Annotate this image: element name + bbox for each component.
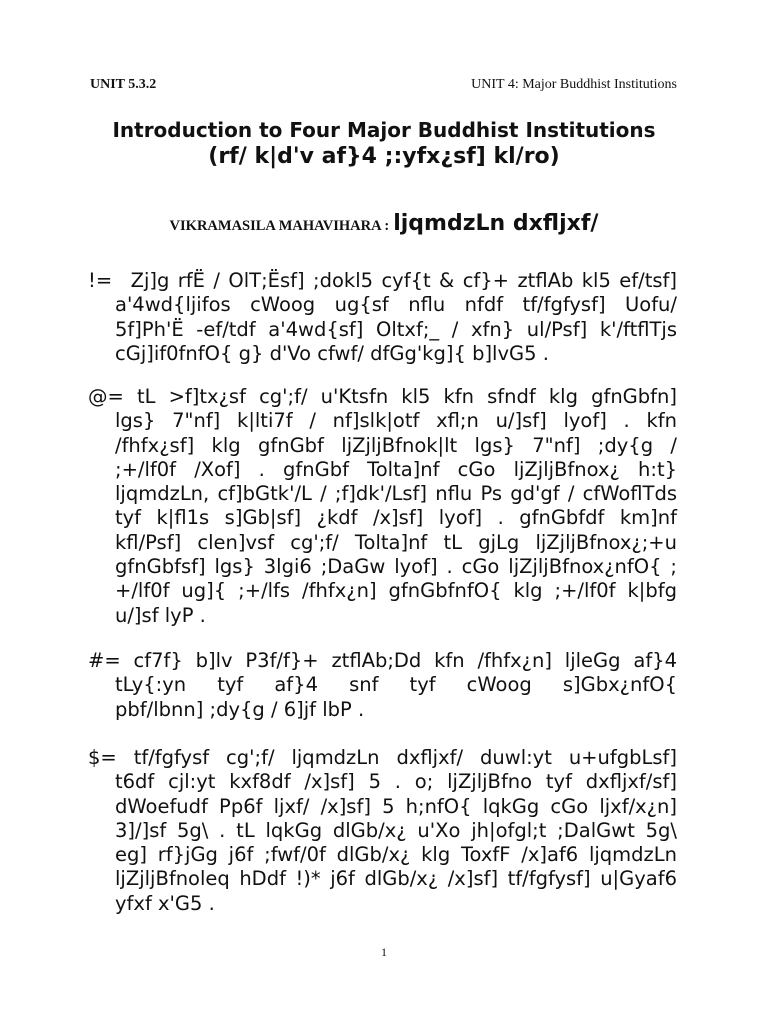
paragraph-2 xyxy=(88,385,677,628)
paragraph-number: $= xyxy=(88,746,117,769)
paragraph-line: 5f]Ph'Ë -ef/tdf a'4wd{sf] Oltxf;_ / xfn} ul/Psf] k'/ftflTjs xyxy=(115,317,677,341)
paragraph-line: tLy{:yn tyf af}4 snf tyf cWoog s]Gbx¿nfO{ xyxy=(115,673,677,697)
paragraph-line: yfxf x'G5 . xyxy=(115,891,215,915)
paragraph-line: ljZjljBfnoleq hDdf !)* j6f dlGb/x¿ /x]sf] tf/fgfysf] u|Gyaf6 xyxy=(115,867,677,891)
paragraph-line: gfnGbfsf] lgs} 3lgi6 ;DaGw lyof] . cGo ljZjljBfnox¿nfO{ ; xyxy=(115,555,677,579)
paragraph-line: 3]/]sf 5g\ . tL lqkGg dlGb/x¿ u'Xo jh|ofgl;t ;DalGwt 5g\ xyxy=(115,818,677,842)
paragraph-line: ljqmdzLn, cf]bGtk'/L / ;f]dk'/Lsf] nflu Ps gd'gf / cfWoflTds xyxy=(115,482,677,506)
paragraph-line xyxy=(88,385,677,409)
page-title: Introduction to Four Major Buddhist Institutions xyxy=(112,118,656,142)
paragraph-line: ;+/lf0f /Xof] . gfnGbf Tolta]nf cGo ljZjljBfnox¿ h:t} xyxy=(115,457,677,481)
header-course-title: UNIT 4: Major Buddhist Institutions xyxy=(471,77,677,92)
section-heading xyxy=(0,209,768,241)
section-name: ljqmdzLn dxfljxf/ xyxy=(393,211,599,236)
paragraph-number: != xyxy=(88,269,113,292)
paragraph-line: pbf/lbnn] ;dy{g / 6]jf lbP . xyxy=(115,697,365,721)
paragraph-line: +/lf0f ug]{ ;+/lfs /fhfx¿n] gfnGbfnfO{ klg ;+/lf0f k|bfg xyxy=(115,579,677,603)
header-unit-number: UNIT 5.3.2 xyxy=(90,77,157,92)
paragraph-line xyxy=(88,746,677,770)
paragraph-line-text: cf7f} b]lv P3f/f}+ ztflAb;Dd kfn /fhfx¿n] ljleGg af}4 xyxy=(133,649,677,672)
paragraph-3 xyxy=(88,649,677,722)
paragraph-line-text: tL >f]tx¿sf cg';f/ u'Ktsfn kl5 kfn sfndf klg gfnGbfn] xyxy=(136,385,677,408)
paragraph-line: t6df cjl:yt kxf8df /x]sf] 5 . o; ljZjljBfno tyf dxfljxf/sf] xyxy=(115,770,677,794)
paragraph-line: /fhfx¿sf] klg gfnGbf ljZjljBfnok|lt lgs} 7"nf] ;dy{g / xyxy=(115,433,677,457)
section-label: VIKRAMASILA MAHAVIHARA : xyxy=(169,218,390,234)
paragraph-line-text: tf/fgfysf cg';f/ ljqmdzLn dxfljxf/ duwl:yt u+ufgbLsf] xyxy=(133,746,677,769)
paragraph-line xyxy=(88,649,677,673)
paragraph-line: u/]sf lyP . xyxy=(115,603,206,627)
paragraph-1 xyxy=(88,269,677,366)
paragraph-line: kfl/Psf] clen]vsf cg';f/ Tolta]nf tL gjLg ljZjljBfnox¿;+u xyxy=(115,530,677,554)
paragraph-line: cGj]if0fnfO{ g} d'Vo cfwf/ dfGg'kg]{ b]lvG5 . xyxy=(115,341,549,365)
paragraph-line: a'4wd{ljifos cWoog ug{sf nflu nfdf tf/fgfysf] Uofu/ xyxy=(115,293,677,317)
paragraph-line: eg] rf}jGg j6f ;fwf/0f dlGb/x¿ klg ToxfF /x]af6 ljqmdzLn xyxy=(115,843,677,867)
page-subtitle: (rf/ k|d'v af}4 ;:yfx¿sf] kl/ro) xyxy=(208,144,560,169)
paragraph-line: dWoefudf Pp6f ljxf/ /x]sf] 5 h;nfO{ lqkGg cGo ljxf/x¿n] xyxy=(115,794,677,818)
paragraph-number: @= xyxy=(88,385,124,408)
paragraph-line: lgs} 7"nf] k|lti7f / nf]slk|otf xfl;n u/]sf] lyof] . kfn xyxy=(115,409,677,433)
page-number: 1 xyxy=(381,945,387,959)
paragraph-number: #= xyxy=(88,649,121,672)
paragraph-line: tyf k|fl1s s]Gb|sf] ¿kdf /x]sf] lyof] . gfnGbfdf km]nf xyxy=(115,506,677,530)
paragraph-4 xyxy=(88,746,677,916)
paragraph-line xyxy=(88,269,677,293)
paragraph-line-text: Zj]g rfË / OlT;Ësf] ;dokl5 cyf{t & cf}+ ztflAb kl5 ef/tsf] xyxy=(130,269,678,292)
